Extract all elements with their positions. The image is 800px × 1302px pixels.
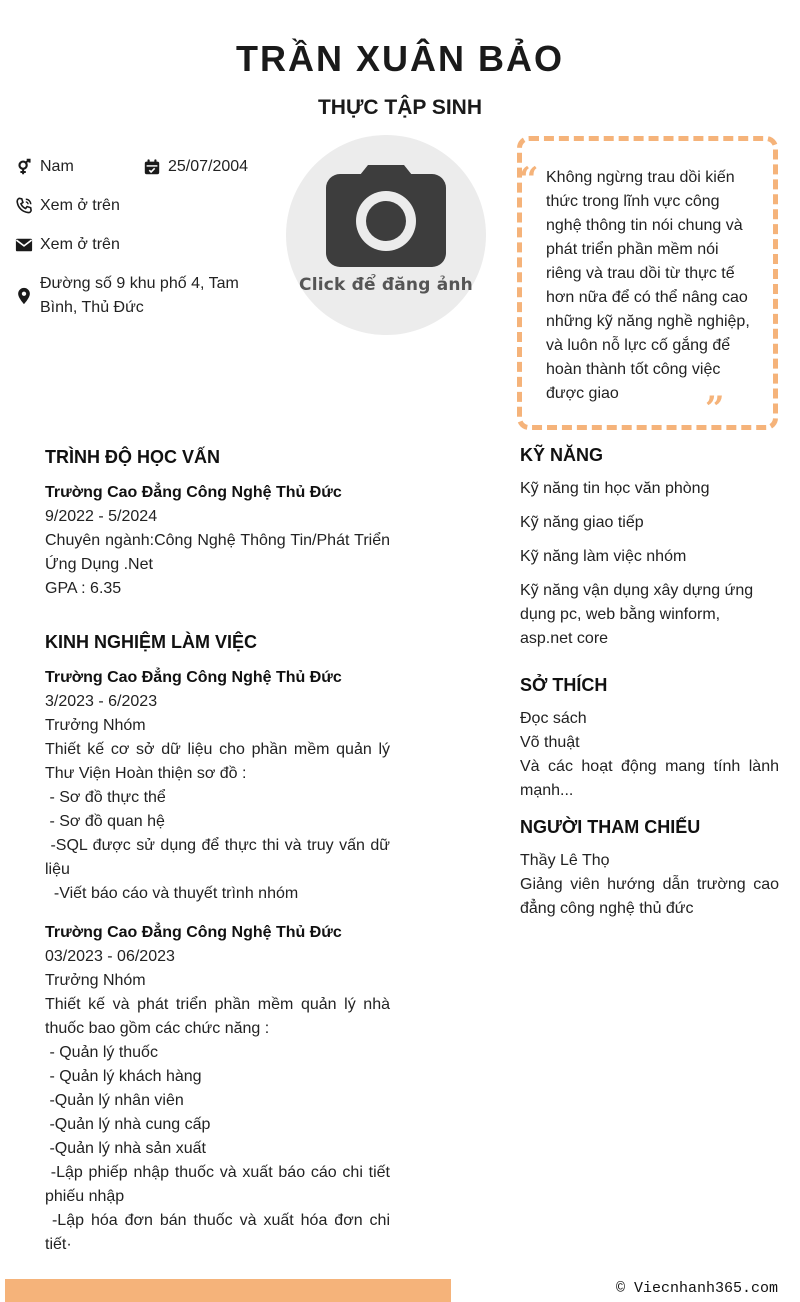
job-period: 03/2023 - 06/2023 — [45, 948, 175, 965]
footer-accent-bar — [5, 1279, 451, 1302]
phone-icon — [14, 194, 34, 218]
hobby-item: Và các hoạt động mang tính lành mạnh... — [520, 758, 779, 799]
close-quote-icon: ” — [705, 389, 725, 429]
candidate-name: TRẦN XUÂN BẢO — [236, 38, 564, 79]
job-line: -Quản lý nhân viên — [45, 1092, 184, 1109]
skill-item: Kỹ năng làm việc nhóm — [520, 548, 687, 565]
experience-job — [45, 921, 395, 1257]
info-email — [14, 233, 120, 257]
info-phone — [14, 194, 120, 218]
job-line: -Quản lý nhà sản xuất — [45, 1140, 206, 1157]
open-quote-icon: “ — [519, 160, 539, 200]
phone-value: Xem ở trên — [40, 197, 120, 214]
email-value: Xem ở trên — [40, 236, 120, 253]
job-line: -Viết báo cáo và thuyết trình nhóm — [45, 885, 299, 902]
education-entry — [45, 481, 390, 601]
info-address — [14, 272, 264, 320]
job-company: Trường Cao Đẳng Công Nghệ Thủ Đức — [45, 924, 342, 941]
gender-icon — [14, 155, 34, 179]
gender-value: Nam — [40, 158, 74, 175]
experience-title: KINH NGHIỆM LÀM VIỆC — [45, 632, 258, 652]
reference-name: Thầy Lê Thọ — [520, 852, 610, 869]
job-intro: Thiết kế và phát triển phần mềm quản lý nhà thuốc bao gồm các chức năng : — [45, 996, 390, 1037]
hobby-item: Võ thuật — [520, 734, 580, 751]
reference-description: Giảng viên hướng dẫn trường cao đẳng công nghệ thủ đức — [520, 876, 779, 917]
camera-icon — [326, 163, 446, 273]
job-line: - Sơ đồ quan hệ — [45, 813, 165, 830]
education-period: 9/2022 - 5/2024 — [45, 508, 158, 525]
address-value: Đường số 9 khu phố 4, Tam Bình, Thủ Đức — [40, 275, 239, 316]
job-line: -Lập phiếp nhập thuốc và xuất báo cáo chi tiết phiếu nhập — [45, 1164, 395, 1205]
hobbies-title: SỞ THÍCH — [520, 675, 608, 695]
info-birthday — [142, 155, 248, 179]
job-company: Trường Cao Đẳng Công Nghệ Thủ Đức — [45, 669, 342, 686]
job-intro: Thiết kế cơ sở dữ liệu cho phần mềm quản lý Thư Viện Hoàn thiện sơ đồ : — [45, 741, 390, 782]
objective-text: Không ngừng trau dồi kiến thức trong lĩnh vực công nghệ thông tin nói chung và phát triển phần mềm nói riêng và trau dồi từ thực tế hơn nữa để có thể nâng cao những kỹ năng nghề nghiệp, và luôn nỗ lực cố gắng để hoàn thành tốt công việc được giao — [546, 169, 750, 402]
experience-job — [45, 666, 395, 906]
references-title: NGƯỜI THAM CHIẾU — [520, 817, 701, 837]
skills-title: KỸ NĂNG — [520, 445, 604, 465]
education-school: Trường Cao Đẳng Công Nghệ Thủ Đức — [45, 484, 342, 501]
upload-photo-label: Click để đăng ảnh — [299, 275, 473, 295]
birthday-value: 25/07/2004 — [168, 158, 249, 175]
education-major: Chuyên ngành:Công Nghệ Thông Tin/Phát Triển Ứng Dụng .Net — [45, 532, 390, 573]
job-line: - Quản lý khách hàng — [45, 1068, 202, 1085]
footer-credit: © Viecnhanh365.com — [615, 1280, 778, 1297]
avatar-upload[interactable] — [286, 135, 486, 335]
map-pin-icon — [14, 272, 34, 320]
job-line: - Sơ đồ thực thể — [45, 789, 166, 806]
job-line: -Quản lý nhà cung cấp — [45, 1116, 211, 1133]
job-line: - Quản lý thuốc — [45, 1044, 158, 1061]
education-title: TRÌNH ĐỘ HỌC VẤN — [45, 447, 220, 467]
skill-item: Kỹ năng tin học văn phòng — [520, 480, 710, 497]
job-line: -SQL được sử dụng để thực thi và truy vấn dữ liệu — [45, 837, 395, 878]
job-role: Trưởng Nhóm — [45, 717, 146, 734]
education-gpa: GPA : 6.35 — [45, 580, 122, 597]
skill-item: Kỹ năng giao tiếp — [520, 514, 644, 531]
skill-item: Kỹ năng vận dụng xây dựng ứng dụng pc, web bằng winform, asp.net core — [520, 582, 754, 647]
info-gender — [14, 155, 74, 179]
job-line: -Lập hóa đơn bán thuốc và xuất hóa đơn chi tiết· — [45, 1212, 395, 1253]
job-title: THỰC TẬP SINH — [317, 96, 483, 119]
job-role: Trưởng Nhóm — [45, 972, 146, 989]
hobby-item: Đọc sách — [520, 710, 587, 727]
calendar-icon — [142, 155, 162, 179]
job-period: 3/2023 - 6/2023 — [45, 693, 158, 710]
envelope-icon — [14, 233, 34, 257]
